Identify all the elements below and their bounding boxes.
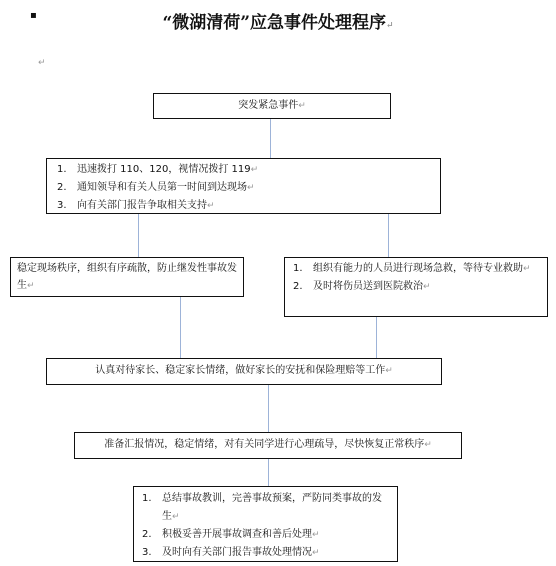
paragraph-mark: ↵ (38, 58, 46, 68)
paragraph-mark: ↵ (247, 183, 255, 193)
connector-line (138, 213, 139, 257)
parents-handling-box: 认真对待家长、稳定家长情绪，做好家长的安抚和保险理赔等工作↵ (46, 358, 442, 385)
paragraph-mark: ↵ (312, 530, 320, 540)
site-order-box: 稳定现场秩序，组织有序疏散，防止继发性事故发生↵ (10, 257, 244, 297)
paragraph-mark: ↵ (207, 201, 215, 211)
bullet-icon: ▪ (30, 10, 37, 21)
paragraph-mark: ↵ (27, 281, 35, 291)
paragraph-mark: ↵ (172, 512, 180, 522)
aftermath-box (133, 486, 398, 562)
immediate-actions-box (46, 158, 441, 214)
connector-line (270, 118, 271, 158)
first-aid-box (284, 257, 548, 317)
list-item: 1. 组织有能力的人员进行现场急救，等待专业救助↵ (293, 263, 531, 274)
paragraph-mark: ↵ (523, 264, 531, 274)
paragraph-mark: ↵ (312, 548, 320, 558)
list-item: 3. 向有关部门报告争取相关支持↵ (57, 200, 215, 211)
start-event-box: 突发紧急事件↵ (153, 93, 391, 119)
paragraph-mark: ↵ (298, 101, 306, 111)
paragraph-mark: ↵ (250, 165, 259, 175)
connector-line (388, 213, 389, 257)
report-recovery-box: 准备汇报情况，稳定情绪，对有关同学进行心理疏导，尽快恢复正常秩序↵ (74, 432, 462, 459)
list-item: 2. 及时将伤员送到医院救治↵ (293, 281, 431, 292)
paragraph-mark: ↵ (423, 282, 431, 292)
list-item: 1. 迅速拨打 110、120，视情况拨打 119↵ (57, 164, 259, 175)
paragraph-mark: ↵ (424, 440, 432, 450)
page-title: “微湖清荷”应急事件处理程序↵ (162, 13, 394, 33)
connector-line (376, 316, 377, 358)
list-item: 1. 总结事故教训，完善事故预案，严防同类事故的发生↵ (142, 493, 382, 522)
connector-line (268, 458, 269, 486)
list-item: 2. 积极妥善开展事故调查和善后处理↵ (142, 529, 320, 540)
list-item: 3. 及时向有关部门报告事故处理情况↵ (142, 547, 320, 558)
connector-line (180, 296, 181, 358)
paragraph-mark: ↵ (385, 366, 393, 376)
list-item: 2. 通知领导和有关人员第一时间到达现场↵ (57, 182, 255, 193)
connector-line (268, 384, 269, 432)
paragraph-mark: ↵ (386, 21, 394, 31)
